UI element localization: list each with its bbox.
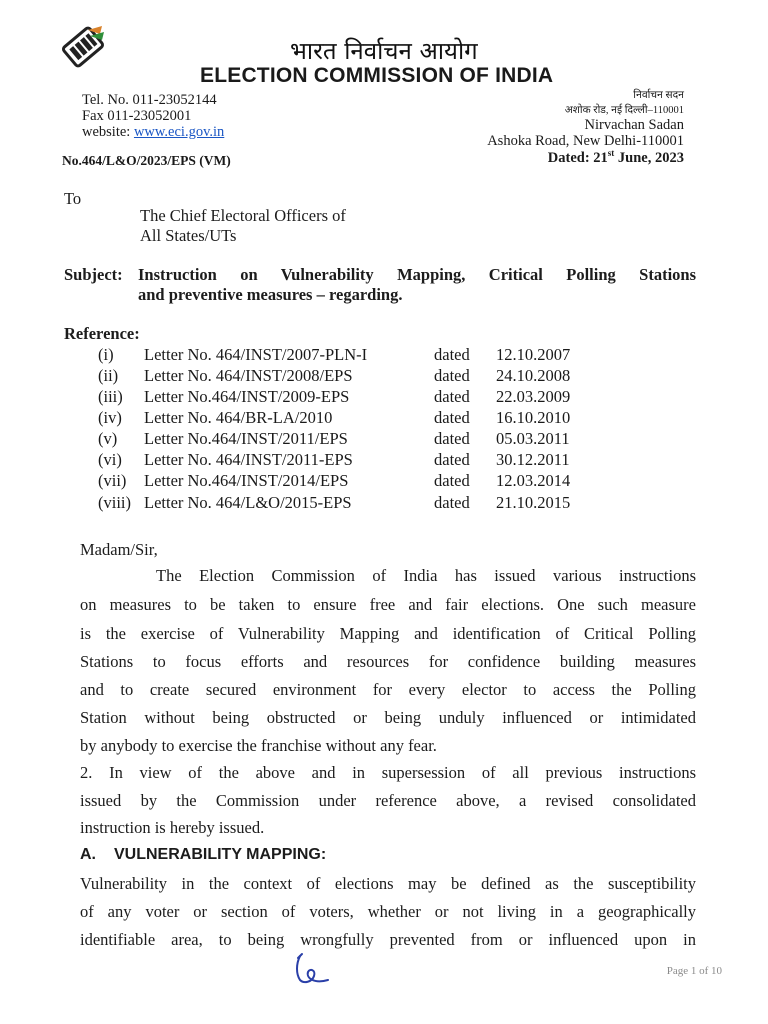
salutation: Madam/Sir, xyxy=(80,540,158,559)
signature-initials xyxy=(288,950,336,990)
reference-date: 22.03.2009 xyxy=(496,387,571,406)
reference-letter: Letter No.464/INST/2014/EPS xyxy=(144,471,349,490)
reference-num: (i) xyxy=(98,345,114,364)
para1-line: Station without being obstructed or being unduly influenced or intimidated xyxy=(80,708,696,727)
reference-letter: Letter No.464/INST/2009-EPS xyxy=(144,387,350,406)
para2-line: instruction is hereby issued. xyxy=(80,818,265,837)
website-label: website: xyxy=(82,124,134,140)
reference-word: dated xyxy=(434,471,470,490)
reference-date: 30.12.2011 xyxy=(496,450,570,469)
letter-date: Dated: 21st June, 2023 xyxy=(547,148,684,166)
reference-num: (iii) xyxy=(98,387,123,406)
reference-num: (v) xyxy=(98,429,118,448)
reference-letter: Letter No.464/INST/2011/EPS xyxy=(144,429,348,448)
para3-line: Vulnerability in the context of elections may be defined as the susceptibility xyxy=(80,874,696,893)
subject-label: Subject: xyxy=(64,265,123,284)
para1-line: The Election Commission of India has issued various instructions xyxy=(156,566,696,585)
website-link[interactable]: www.eci.gov.in xyxy=(133,124,225,140)
para3-line: of any voter or section of voters, whether or not living in a geographically xyxy=(80,902,696,921)
reference-item xyxy=(0,387,768,408)
para2-line: issued by the Commission under reference above, a revised consolidated xyxy=(80,791,696,810)
para1-line: and to create secured environment for every elector to access the Polling xyxy=(80,680,696,699)
eci-logo xyxy=(58,22,108,72)
reference-num: (viii) xyxy=(98,493,131,512)
page-number: Page 1 of 10 xyxy=(666,965,722,977)
reference-date: 12.10.2007 xyxy=(496,345,571,364)
reference-label: Reference: xyxy=(64,324,140,343)
address-line1: Nirvachan Sadan xyxy=(584,117,684,133)
fax-number: Fax 011-23052001 xyxy=(82,108,192,124)
section-a-number: A. xyxy=(80,846,96,863)
reference-word: dated xyxy=(434,366,470,385)
para1-line: by anybody to exercise the franchise without any fear. xyxy=(80,736,437,755)
addressee-line1: The Chief Electoral Officers of xyxy=(140,206,346,225)
reference-word: dated xyxy=(434,345,470,364)
reference-word: dated xyxy=(434,408,470,427)
para1-line: Stations to focus efforts and resources for confidence building measures xyxy=(80,652,696,671)
subject-line2: and preventive measures – regarding. xyxy=(138,285,403,304)
reference-item xyxy=(0,345,768,366)
hindi-address-line2: अशोक रोड, नई दिल्ली–110001 xyxy=(564,105,684,116)
reference-letter: Letter No. 464/BR-LA/2010 xyxy=(144,408,333,427)
reference-num: (iv) xyxy=(98,408,122,427)
to-label: To xyxy=(64,189,82,208)
para1-line: is the exercise of Vulnerability Mapping and identification of Critical Polling xyxy=(80,624,696,643)
reference-letter: Letter No. 464/L&O/2015-EPS xyxy=(144,493,352,512)
reference-num: (ii) xyxy=(98,366,119,385)
letter-number: No.464/L&O/2023/EPS (VM) xyxy=(62,153,231,168)
reference-num: (vii) xyxy=(98,471,127,490)
reference-date: 05.03.2011 xyxy=(496,429,570,448)
reference-letter: Letter No. 464/INST/2011-EPS xyxy=(144,450,353,469)
reference-word: dated xyxy=(434,429,470,448)
reference-item xyxy=(0,408,768,429)
reference-item xyxy=(0,429,768,450)
reference-word: dated xyxy=(434,493,470,512)
reference-date: 12.03.2014 xyxy=(496,471,571,490)
reference-date: 21.10.2015 xyxy=(496,493,571,512)
reference-word: dated xyxy=(434,450,470,469)
para1-line: on measures to be taken to ensure free and fair elections. One such measure xyxy=(80,595,696,614)
tel-number: Tel. No. 011-23052144 xyxy=(82,92,217,108)
para3-line: identifiable area, to being wrongfully prevented from or influenced upon in xyxy=(80,930,696,949)
reference-item xyxy=(0,471,768,492)
para2-line: 2. In view of the above and in supersession of all previous instructions xyxy=(80,763,696,782)
reference-num: (vi) xyxy=(98,450,122,469)
reference-date: 16.10.2010 xyxy=(496,408,571,427)
reference-letter: Letter No. 464/INST/2008/EPS xyxy=(144,366,353,385)
address-line2: Ashoka Road, New Delhi-110001 xyxy=(487,133,684,149)
addressee-line2: All States/UTs xyxy=(140,226,237,245)
commission-title: ELECTION COMMISSION OF INDIA xyxy=(200,64,554,87)
reference-item xyxy=(0,493,768,514)
section-a-heading: VULNERABILITY MAPPING: xyxy=(114,846,327,863)
hindi-title: भारत निर्वाचन आयोग xyxy=(290,37,478,65)
reference-item xyxy=(0,366,768,387)
reference-date: 24.10.2008 xyxy=(496,366,571,385)
reference-word: dated xyxy=(434,387,470,406)
hindi-address-line1: निर्वाचन सदन xyxy=(633,90,684,101)
subject-line1: Instruction on Vulnerability Mapping, Critical Polling Stations xyxy=(138,265,696,284)
website-line xyxy=(82,124,224,141)
reference-letter: Letter No. 464/INST/2007-PLN-I xyxy=(144,345,368,364)
reference-item xyxy=(0,450,768,471)
